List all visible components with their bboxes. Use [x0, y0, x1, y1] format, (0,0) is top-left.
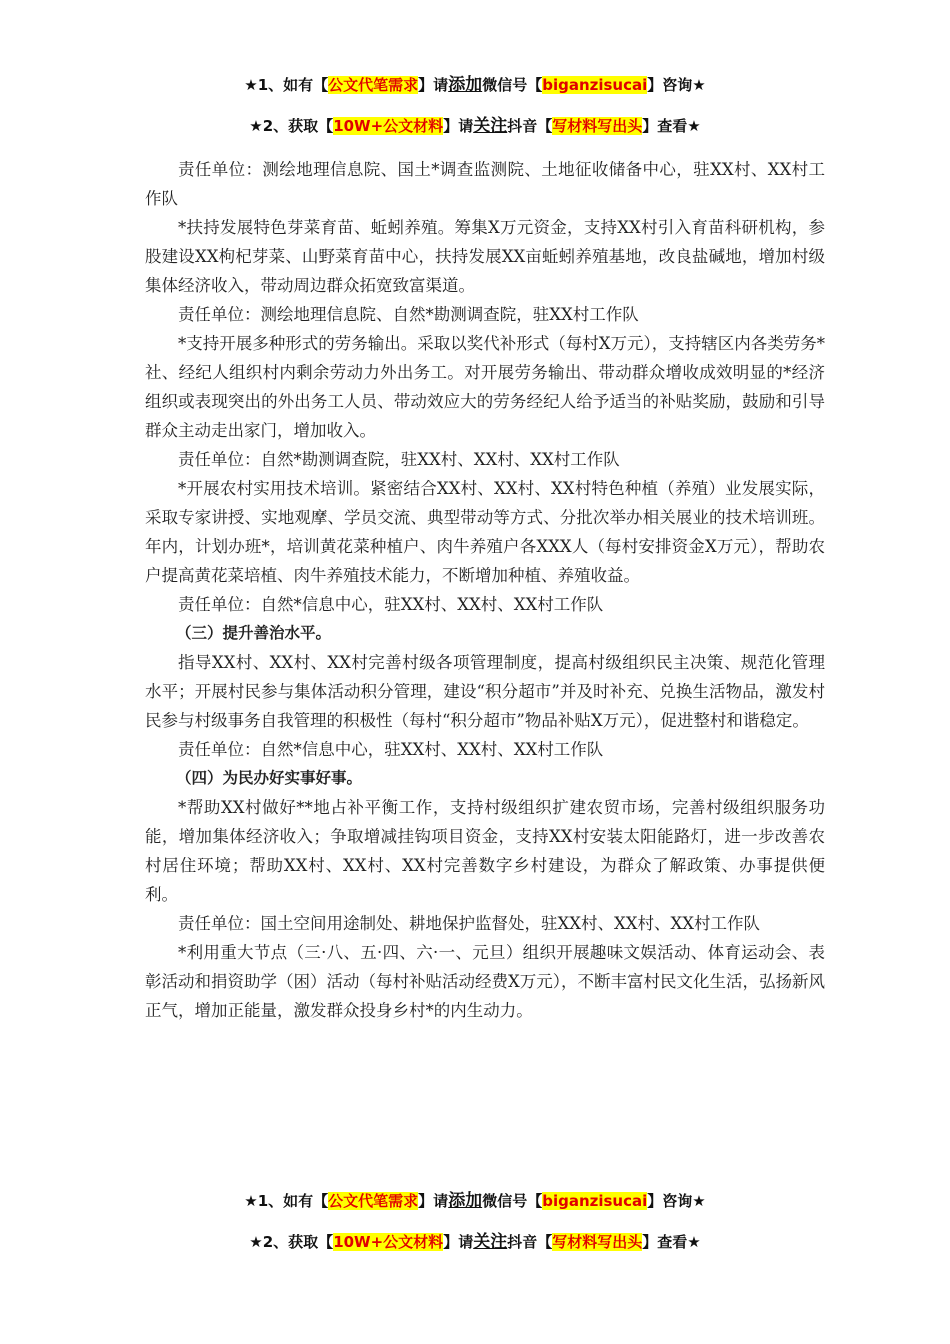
banner-text: ★1、如有【: [244, 76, 329, 94]
underlined-follow: 关注: [473, 116, 508, 136]
banner-text: 】查看★: [642, 1233, 701, 1251]
paragraph: 责任单位：自然*信息中心，驻XX村、XX村、XX村工作队: [178, 740, 604, 759]
paragraph: 责任单位：自然*信息中心，驻XX村、XX村、XX村工作队: [178, 595, 604, 614]
underlined-add: 添加: [448, 75, 483, 95]
paragraph: 责任单位：测绘地理信息院、国土*调查监测院、土地征收储备中心，驻XX村、XX村工作队: [145, 160, 825, 208]
paragraph: *支持开展多种形式的劳务输出。采取以奖代补形式（每村X万元），支持辖区内各类劳务*社、经纪人组织村内剩余劳动力外出务工。对开展劳务输出、带动群众增收成效明显的*经济组织或表现突出的外出务工人员、带动效应大的劳务经纪人给予适当的补贴奖励，鼓励和引导群众主动走出家门，增加收入。: [145, 334, 825, 440]
highlight-materials: 10W+公文材料: [333, 1233, 444, 1251]
paragraph: *扶持发展特色芽菜育苗、蚯蚓养殖。筹集X万元资金，支持XX村引入育苗科研机构，参股建设XX枸杞芽菜、山野菜育苗中心，扶持发展XX亩蚯蚓养殖基地，改良盐碱地，增加村级集体经济收入，带动周边群众拓宽致富渠道。: [145, 218, 825, 295]
banner-text: 】查看★: [642, 117, 701, 135]
highlight-wechat-id: biganzisucai: [542, 1192, 648, 1210]
banner-text: ★2、获取【: [249, 117, 334, 135]
banner-text: 微信号【: [482, 76, 543, 94]
paragraph: *开展农村实用技术培训。紧密结合XX村、XX村、XX村特色种植（养殖）业发展实际，采取专家讲授、实地观摩、学员交流、典型带动等方式、分批次举办相关展业的技术培训班。年内，计划办班*，培训黄花菜种植户、肉牛养殖户各XXX人（每村安排资金X万元），帮助农户提高黄花菜培植、肉牛养殖技术能力，不断增加种植、养殖收益。: [145, 479, 825, 585]
paragraph: 责任单位：自然*勘测调查院，驻XX村、XX村、XX村工作队: [178, 450, 620, 469]
underlined-follow: 关注: [473, 1232, 508, 1252]
highlight-materials: 10W+公文材料: [333, 117, 444, 135]
banner-line-2-bottom: [0, 1227, 950, 1252]
paragraph: 指导XX村、XX村、XX村完善村级各项管理制度，提高村级组织民主决策、规范化管理水平；开展村民参与集体活动积分管理，建设“积分超市”并及时补充、兑换生活物品，激发村民参与村级事务自我管理的积极性（每村“积分超市”物品补贴X万元），促进整村和谐稳定。: [145, 653, 825, 730]
section-heading: （三）提升善治水平。: [176, 624, 332, 642]
paragraph: 责任单位：测绘地理信息院、自然*勘测调查院，驻XX村工作队: [178, 305, 639, 324]
banner-text: 】请: [443, 117, 474, 135]
paragraph: *利用重大节点（三·八、五·四、六·一、元旦）组织开展趣味文娱活动、体育运动会、表彰活动和捐资助学（困）活动（每村补贴活动经费X万元），不断丰富村民文化生活，弘扬新风正气，增加正能量，激发群众投身乡村*的内生动力。: [145, 943, 825, 1020]
paragraph: 责任单位：国土空间用途制处、耕地保护监督处，驻XX村、XX村、XX村工作队: [178, 914, 760, 933]
banner-text: 抖音【: [507, 117, 553, 135]
banner-text: 】咨询★: [647, 76, 706, 94]
banner-text: 】咨询★: [647, 1192, 706, 1210]
banner-text: 】请: [418, 1192, 449, 1210]
highlight-douyin: 写材料写出头: [552, 1233, 643, 1251]
section-heading: （四）为民办好实事好事。: [176, 769, 363, 787]
highlight-wechat-id: biganzisucai: [542, 76, 648, 94]
highlight-douyin: 写材料写出头: [552, 117, 643, 135]
paragraph: *帮助XX村做好**地占补平衡工作，支持村级组织扩建农贸市场，完善村级组织服务功能，增加集体经济收入；争取增减挂钩项目资金，支持XX村安装太阳能路灯，进一步改善农村居住环境；帮助XX村、XX村、XX村完善数字乡村建设，为群众了解政策、办事提供便利。: [145, 798, 825, 904]
highlight-service: 公文代笔需求: [328, 1192, 419, 1210]
banner-text: 】请: [418, 76, 449, 94]
banner-text: 微信号【: [482, 1192, 543, 1210]
banner-text: ★1、如有【: [244, 1192, 329, 1210]
banner-text: 抖音【: [507, 1233, 553, 1251]
banner-line-1-top: [0, 70, 950, 95]
banner-text: ★2、获取【: [249, 1233, 334, 1251]
banner-line-1-bottom: [0, 1186, 950, 1211]
banner-line-2-top: [0, 111, 950, 136]
document-body: [145, 155, 825, 1025]
underlined-add: 添加: [448, 1191, 483, 1211]
highlight-service: 公文代笔需求: [328, 76, 419, 94]
banner-text: 】请: [443, 1233, 474, 1251]
